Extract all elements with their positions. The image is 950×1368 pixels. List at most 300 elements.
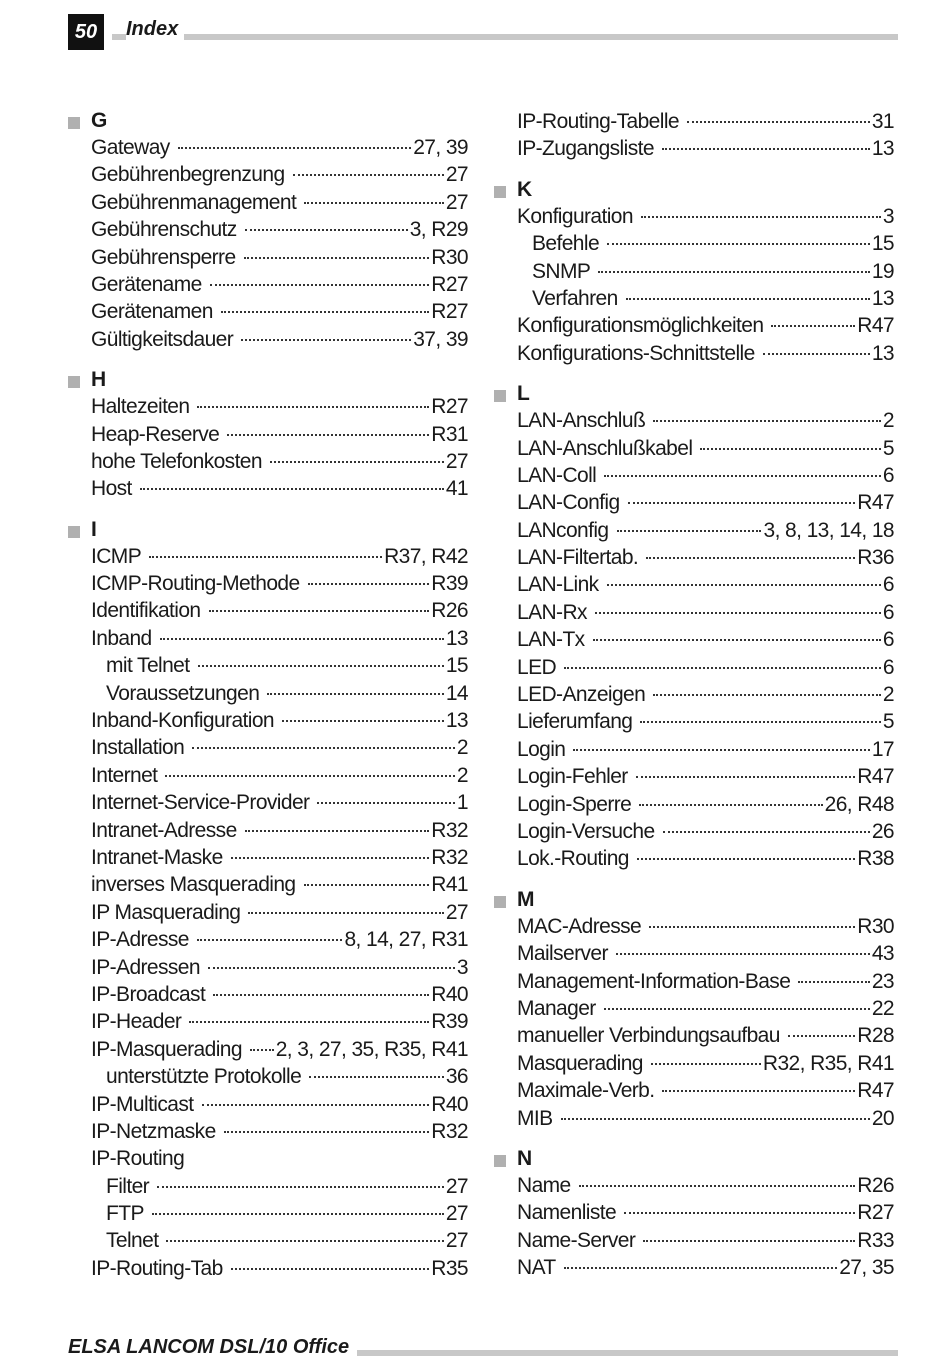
page-reference: 27 xyxy=(445,190,468,214)
index-column-left xyxy=(66,108,468,1296)
index-term: Gebührensperre xyxy=(91,245,236,269)
dot-leader xyxy=(646,557,855,559)
page-reference: 2, 3, 27, 35, R35, R41 xyxy=(275,1037,468,1061)
dot-leader xyxy=(157,1186,444,1188)
page-reference: 17 xyxy=(871,737,894,761)
index-term: Management-Information-Base xyxy=(517,969,791,993)
page-reference: R28 xyxy=(857,1024,894,1048)
section-heading xyxy=(66,367,468,393)
page-reference: 3, R29 xyxy=(409,218,468,242)
index-term: Telnet xyxy=(106,1229,159,1253)
index-term: Intranet-Adresse xyxy=(91,818,237,842)
dot-leader xyxy=(152,1213,444,1215)
page-reference: R30 xyxy=(431,245,468,269)
index-term: Lieferumfang xyxy=(517,710,633,734)
dot-leader xyxy=(248,912,443,914)
dot-leader xyxy=(189,1021,429,1023)
section-letter: K xyxy=(517,177,533,201)
page-reference: R35 xyxy=(431,1256,468,1280)
page-reference: 15 xyxy=(445,654,468,678)
index-entry xyxy=(66,543,468,570)
page-reference: 13 xyxy=(871,286,894,310)
dot-leader xyxy=(221,311,429,313)
page-reference: R27 xyxy=(857,1201,894,1225)
dot-leader xyxy=(208,967,455,969)
page-reference: R27 xyxy=(431,300,468,324)
page-reference: 15 xyxy=(871,232,894,256)
page-header xyxy=(68,14,898,50)
index-term: Login-Fehler xyxy=(517,765,628,789)
index-term: IP-Adresse xyxy=(91,928,189,952)
page-reference: R47 xyxy=(857,1079,894,1103)
dot-leader xyxy=(573,749,869,751)
index-subentry xyxy=(66,1227,468,1254)
page-reference: 5 xyxy=(882,436,894,460)
page-reference: R32, R35, R41 xyxy=(762,1051,894,1075)
index-term: IP-Header xyxy=(91,1010,182,1034)
page-reference: 37, 39 xyxy=(413,327,468,351)
page-reference: R26 xyxy=(431,599,468,623)
dot-leader xyxy=(607,584,881,586)
section-letter: L xyxy=(517,382,530,406)
index-term: Heap-Reserve xyxy=(91,422,220,446)
index-term: IP Masquerading xyxy=(91,900,241,924)
dot-leader xyxy=(241,339,411,341)
index-entry xyxy=(492,845,894,872)
index-entry xyxy=(66,475,468,502)
dot-leader xyxy=(700,448,881,450)
section-letter: M xyxy=(517,887,535,911)
page-reference: R27 xyxy=(431,272,468,296)
dot-leader xyxy=(593,639,881,641)
page-reference: 27 xyxy=(445,1229,468,1253)
page-reference: 6 xyxy=(882,655,894,679)
dot-leader xyxy=(604,475,881,477)
index-entry xyxy=(492,517,894,544)
dot-leader xyxy=(687,121,870,123)
index-subentry xyxy=(66,1200,468,1227)
index-term: SNMP xyxy=(532,259,591,283)
index-subentry xyxy=(492,230,894,257)
index-term: unterstützte Protokolle xyxy=(106,1065,302,1089)
dot-leader xyxy=(579,1185,856,1187)
dot-leader xyxy=(202,1104,430,1106)
section-heading xyxy=(66,517,468,543)
index-term: Gebührenschutz xyxy=(91,218,237,242)
index-section xyxy=(66,367,468,503)
index-entry xyxy=(492,312,894,339)
page-reference: R40 xyxy=(431,1092,468,1116)
section-heading xyxy=(492,381,894,407)
page-reference: R26 xyxy=(857,1173,894,1197)
page-reference: 3, 8, 13, 14, 18 xyxy=(763,518,894,542)
dot-leader xyxy=(637,858,855,860)
index-subentry xyxy=(66,1173,468,1200)
index-term: Lok.-Routing xyxy=(517,847,629,871)
index-section xyxy=(66,108,468,353)
index-entry xyxy=(66,1036,468,1063)
dot-leader xyxy=(662,1090,855,1092)
dot-leader xyxy=(245,830,430,832)
dot-leader xyxy=(250,1049,274,1051)
index-term: LED xyxy=(517,655,557,679)
index-section xyxy=(492,108,894,163)
index-term: LAN-Anschluß xyxy=(517,409,646,433)
dot-leader xyxy=(213,994,429,996)
dot-leader xyxy=(628,502,856,504)
dot-leader xyxy=(626,298,870,300)
index-term: LAN-Coll xyxy=(517,463,597,487)
dot-leader xyxy=(165,775,454,777)
section-heading xyxy=(492,887,894,913)
index-term: Host xyxy=(91,477,132,501)
index-term: hohe Telefonkosten xyxy=(91,449,262,473)
dot-leader xyxy=(245,229,408,231)
index-term: Voraussetzungen xyxy=(106,681,260,705)
page-reference: 26, R48 xyxy=(824,792,894,816)
page-reference: 6 xyxy=(882,573,894,597)
index-term: manueller Verbindungsaufbau xyxy=(517,1024,780,1048)
dot-leader xyxy=(160,638,444,640)
index-entry xyxy=(66,326,468,353)
index-term: Gateway xyxy=(91,136,170,159)
page-reference: R27 xyxy=(431,395,468,419)
dot-leader xyxy=(198,665,444,667)
dot-leader xyxy=(662,148,870,150)
index-entry xyxy=(492,995,894,1022)
index-entry xyxy=(492,435,894,462)
index-entry xyxy=(66,134,468,161)
index-term: ICMP xyxy=(91,544,142,568)
index-term: Internet xyxy=(91,763,158,787)
page-reference: 2 xyxy=(456,763,468,787)
dot-leader xyxy=(604,1008,870,1010)
dot-leader xyxy=(564,1267,838,1269)
page-reference: 1 xyxy=(456,791,468,815)
page-reference: 36 xyxy=(445,1065,468,1089)
square-bullet-icon xyxy=(494,896,506,908)
index-term: Gerätenamen xyxy=(91,300,213,324)
index-entry xyxy=(492,1227,894,1254)
index-entry xyxy=(66,954,468,981)
dot-leader xyxy=(231,1268,430,1270)
index-entry xyxy=(492,654,894,681)
index-entry xyxy=(492,913,894,940)
index-term: LAN-Config xyxy=(517,491,620,515)
section-letter: I xyxy=(91,517,97,541)
index-entry xyxy=(66,844,468,871)
square-bullet-icon xyxy=(494,390,506,402)
index-entry xyxy=(66,1118,468,1145)
page-reference: R33 xyxy=(857,1228,894,1252)
index-term: Inband xyxy=(91,626,152,650)
dot-leader xyxy=(640,721,881,723)
dot-leader xyxy=(639,804,822,806)
index-term: Identifikation xyxy=(91,599,201,623)
index-entry xyxy=(66,625,468,652)
index-section xyxy=(492,381,894,873)
page-reference: 19 xyxy=(871,259,894,283)
section-heading xyxy=(66,108,468,134)
page-reference: 6 xyxy=(882,463,894,487)
index-term: LAN-Tx xyxy=(517,628,585,652)
section-letter: H xyxy=(91,368,107,392)
square-bullet-icon xyxy=(68,117,80,129)
page-reference: R47 xyxy=(857,765,894,789)
dot-leader xyxy=(653,694,881,696)
page-reference: 23 xyxy=(871,969,894,993)
index-term: MIB xyxy=(517,1106,553,1130)
page-reference: R47 xyxy=(857,491,894,515)
index-entry xyxy=(66,707,468,734)
page-footer xyxy=(68,1336,898,1364)
page-reference: 13 xyxy=(871,341,894,365)
square-bullet-icon xyxy=(494,186,506,198)
index-entry xyxy=(492,1077,894,1104)
index-entry xyxy=(66,271,468,298)
index-entry xyxy=(492,763,894,790)
dot-leader xyxy=(282,720,444,722)
index-entry xyxy=(492,489,894,516)
index-subentry xyxy=(66,680,468,707)
index-term: Manager xyxy=(517,996,596,1020)
dot-leader xyxy=(641,216,881,218)
index-term: IP-Masquerading xyxy=(91,1037,242,1061)
dot-leader xyxy=(651,1063,761,1065)
page-reference: R41 xyxy=(431,873,468,897)
dot-leader xyxy=(308,583,430,585)
dot-leader xyxy=(210,284,430,286)
dot-leader xyxy=(598,271,870,273)
index-entry xyxy=(66,298,468,325)
index-entry xyxy=(492,340,894,367)
page-reference: 20 xyxy=(871,1106,894,1130)
dot-leader xyxy=(788,1035,855,1037)
page-reference: R32 xyxy=(431,818,468,842)
index-term: Filter xyxy=(106,1174,150,1198)
index-term: Haltezeiten xyxy=(91,395,190,419)
index-entry xyxy=(492,940,894,967)
index-term: IP-Broadcast xyxy=(91,982,206,1006)
index-entry xyxy=(492,599,894,626)
index-entry xyxy=(492,708,894,735)
index-term: Namenliste xyxy=(517,1201,617,1225)
index-entry xyxy=(492,1022,894,1049)
index-section xyxy=(492,1146,894,1282)
header-rule xyxy=(112,34,898,40)
section-heading xyxy=(492,177,894,203)
index-entry xyxy=(66,570,468,597)
page-reference: R47 xyxy=(857,314,894,338)
index-entry xyxy=(492,1050,894,1077)
dot-leader xyxy=(149,556,382,558)
index-term: Login-Versuche xyxy=(517,819,655,843)
index-entry xyxy=(66,161,468,188)
square-bullet-icon xyxy=(68,526,80,538)
page-reference: 3 xyxy=(882,204,894,228)
page-reference: 13 xyxy=(445,626,468,650)
dot-leader xyxy=(304,202,444,204)
dot-leader xyxy=(607,243,870,245)
index-term: Gerätename xyxy=(91,272,202,296)
page-reference: 6 xyxy=(882,600,894,624)
index-entry xyxy=(66,899,468,926)
index-section xyxy=(492,887,894,1132)
page-reference: R32 xyxy=(431,1119,468,1143)
page-reference: 5 xyxy=(882,710,894,734)
index-entry xyxy=(492,818,894,845)
index-term: Inband-Konfiguration xyxy=(91,709,274,733)
index-entry xyxy=(66,597,468,624)
page-reference: 2 xyxy=(882,683,894,707)
page-reference: 41 xyxy=(445,477,468,501)
index-term: IP-Netzmaske xyxy=(91,1119,216,1143)
page-reference: R39 xyxy=(431,1010,468,1034)
index-entry xyxy=(66,244,468,271)
dot-leader xyxy=(663,831,870,833)
index-term: LAN-Anschlußkabel xyxy=(517,436,693,460)
index-entry xyxy=(492,1172,894,1199)
page-reference: 27, 35 xyxy=(839,1256,894,1280)
dot-leader xyxy=(304,884,430,886)
page-reference: 43 xyxy=(871,942,894,966)
index-entry xyxy=(66,1255,468,1282)
page-reference: 14 xyxy=(445,681,468,705)
page-reference: R38 xyxy=(857,847,894,871)
index-entry xyxy=(66,393,468,420)
index-term: Befehle xyxy=(532,232,600,256)
index-section xyxy=(66,517,468,1283)
dot-leader xyxy=(227,434,429,436)
index-term: LED-Anzeigen xyxy=(517,683,646,707)
index-entry xyxy=(66,189,468,216)
index-entry xyxy=(492,791,894,818)
index-term: Internet-Service-Provider xyxy=(91,791,310,815)
dot-leader xyxy=(244,257,430,259)
page-reference: 26 xyxy=(871,819,894,843)
dot-leader xyxy=(636,776,856,778)
dot-leader xyxy=(763,353,870,355)
index-term: Intranet-Maske xyxy=(91,845,223,869)
index-term: Name-Server xyxy=(517,1228,636,1252)
page-reference: R30 xyxy=(857,914,894,938)
index-entry xyxy=(492,968,894,995)
index-term: Name xyxy=(517,1173,571,1197)
index-term: Mailserver xyxy=(517,942,608,966)
index-subentry xyxy=(492,285,894,312)
index-entry xyxy=(66,448,468,475)
dot-leader xyxy=(561,1118,870,1120)
index-entry xyxy=(66,216,468,243)
index-entry xyxy=(492,1254,894,1281)
index-term: Gültigkeitsdauer xyxy=(91,327,234,351)
index-term: mit Telnet xyxy=(106,654,190,678)
index-entry xyxy=(492,407,894,434)
dot-leader xyxy=(224,1131,430,1133)
index-term: LAN-Rx xyxy=(517,600,587,624)
dot-leader xyxy=(231,857,430,859)
index-entry xyxy=(492,1105,894,1132)
index-term: MAC-Adresse xyxy=(517,914,642,938)
index-entry xyxy=(66,789,468,816)
index-term: NAT xyxy=(517,1256,556,1280)
dot-leader xyxy=(798,981,870,983)
index-term: IP-Multicast xyxy=(91,1092,194,1116)
page-reference: 6 xyxy=(882,628,894,652)
page-reference: 13 xyxy=(445,709,468,733)
section-heading xyxy=(492,1146,894,1172)
dot-leader xyxy=(267,693,444,695)
index-term: Konfiguration xyxy=(517,204,633,228)
dot-leader xyxy=(617,530,762,532)
page-reference: R36 xyxy=(857,546,894,570)
index-term: Gebührenbegrenzung xyxy=(91,163,285,187)
dot-leader xyxy=(293,174,444,176)
index-entry xyxy=(66,1091,468,1118)
index-term: IP-Zugangsliste xyxy=(517,137,654,161)
page-reference: 31 xyxy=(871,110,894,133)
index-entry xyxy=(492,462,894,489)
index-entry xyxy=(66,734,468,761)
index-entry xyxy=(492,203,894,230)
index-entry xyxy=(492,681,894,708)
dot-leader xyxy=(270,461,444,463)
index-term: ICMP-Routing-Methode xyxy=(91,572,300,596)
index-entry xyxy=(66,981,468,1008)
index-entry xyxy=(492,108,894,135)
dot-leader xyxy=(771,325,855,327)
page-reference: 27, 39 xyxy=(413,136,468,159)
index-term: LAN-Link xyxy=(517,573,599,597)
page-reference: 13 xyxy=(871,137,894,161)
dot-leader xyxy=(197,939,343,941)
dot-leader xyxy=(624,1212,855,1214)
index-term: Maximale-Verb. xyxy=(517,1079,655,1103)
index-term: FTP xyxy=(106,1202,144,1226)
dot-leader xyxy=(649,926,855,928)
index-entry xyxy=(492,135,894,162)
index-entry xyxy=(492,736,894,763)
index-term: Verfahren xyxy=(532,286,618,310)
index-subentry xyxy=(66,1063,468,1090)
dot-leader xyxy=(643,1240,855,1242)
dot-leader xyxy=(209,610,430,612)
page-reference: R31 xyxy=(431,422,468,446)
index-term: IP-Adressen xyxy=(91,955,200,979)
index-subentry xyxy=(66,652,468,679)
page-reference: 27 xyxy=(445,1202,468,1226)
square-bullet-icon xyxy=(68,376,80,388)
index-term: Login-Sperre xyxy=(517,792,632,816)
page-reference: 27 xyxy=(445,900,468,924)
page-reference: 2 xyxy=(882,409,894,433)
page-reference: 22 xyxy=(871,996,894,1020)
index-column-right xyxy=(492,108,894,1295)
page-reference: 8, 14, 27, R31 xyxy=(344,928,468,952)
page-reference: R32 xyxy=(431,845,468,869)
index-entry xyxy=(492,571,894,598)
index-term: Masquerading xyxy=(517,1051,643,1075)
page-reference: 27 xyxy=(445,1174,468,1198)
dot-leader xyxy=(317,802,454,804)
dot-leader xyxy=(564,667,881,669)
dot-leader xyxy=(166,1240,443,1242)
square-bullet-icon xyxy=(494,1155,506,1167)
dot-leader xyxy=(140,488,444,490)
index-entry xyxy=(492,1199,894,1226)
dot-leader xyxy=(178,147,412,149)
index-term: LANconfig xyxy=(517,518,609,542)
